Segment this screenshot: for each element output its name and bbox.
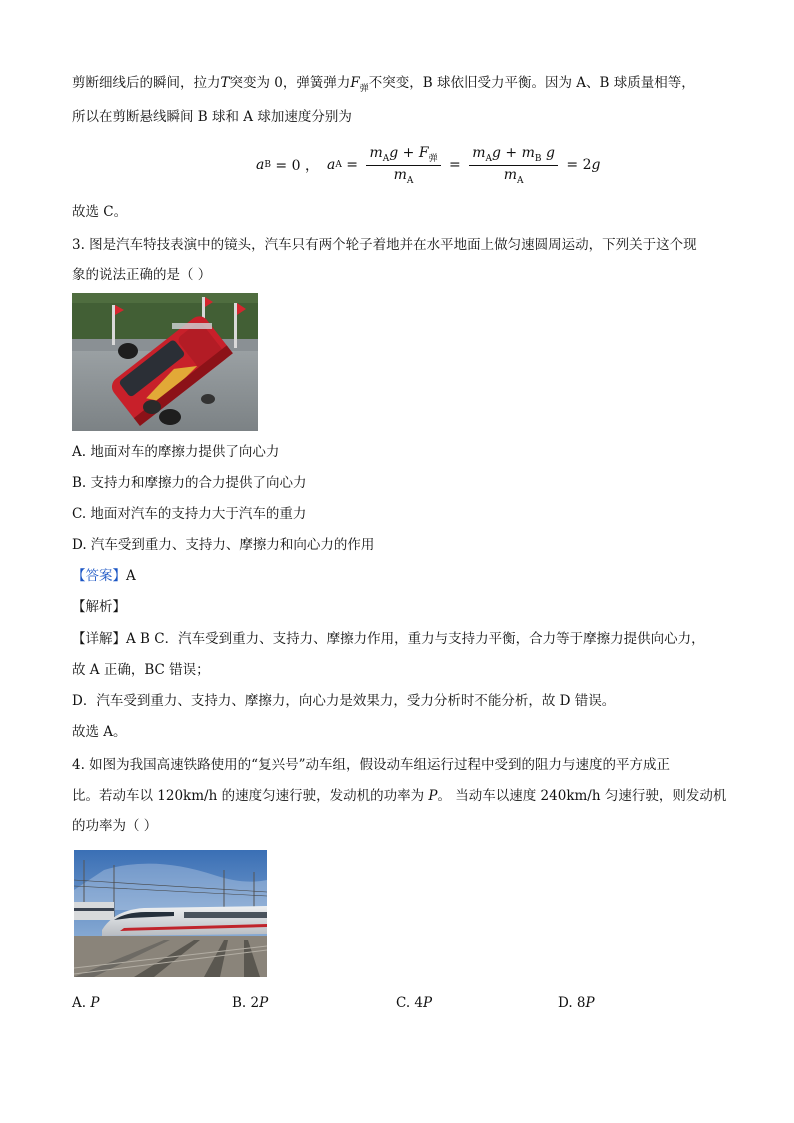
formula-result-eq: = 2 <box>561 157 592 173</box>
f1-den-sub: A <box>406 175 414 186</box>
f2-m-sub: A <box>485 153 493 164</box>
f1-g: g + <box>389 144 419 161</box>
q3-option-b: B. 支持力和摩擦力的合力提供了向心力 <box>72 475 307 491</box>
q4-option-a-label: A. <box>72 995 91 1011</box>
q3-analysis-label: 【解析】 <box>72 599 126 615</box>
answer-value: A <box>126 568 136 584</box>
high-speed-train-illustration <box>74 850 267 977</box>
f1-F-sub: 弹 <box>428 153 438 164</box>
formula-fraction-1 <box>366 145 440 186</box>
q4-option-c <box>396 993 432 1013</box>
q3-option-d: D. 汽车受到重力、支持力、摩擦力和向心力的作用 <box>72 537 375 553</box>
fraction-1-numerator <box>366 145 440 166</box>
q4-option-b-label: B. 2 <box>232 995 260 1011</box>
q3-stem-line-2: 象的说法正确的是（ ） <box>72 267 212 283</box>
q4-stem-line-3: 的功率为（ ） <box>72 818 158 834</box>
q4-stem-2b: 。 当动车以速度 240km/h 匀速行驶，则发动机 <box>437 788 727 804</box>
spring-force-subscript: 弹 <box>359 84 369 94</box>
train-photo <box>74 850 267 977</box>
q4-stem-line-2 <box>72 786 726 806</box>
q3-detail-line-2: 故 A 正确，BC 错误； <box>72 662 210 678</box>
q4-option-c-value: P <box>423 995 433 1011</box>
f2-den-sub: A <box>516 175 524 186</box>
q4-option-a-value: P <box>90 995 100 1011</box>
q4-option-c-label: C. 4 <box>396 995 424 1011</box>
intro-line-1 <box>72 73 695 99</box>
f1-den-m: m <box>393 166 407 183</box>
q4-stem-2a: 比。若动车以 120km/h 的速度匀速行驶，发动机的功率为 <box>72 788 429 804</box>
f1-F: F <box>418 144 429 161</box>
formula-aA: a <box>326 157 336 173</box>
tension-symbol: T <box>220 75 230 91</box>
q3-detail-line-1 <box>72 629 705 649</box>
f2-m2-sub: B <box>534 153 542 164</box>
q4-option-a <box>72 993 99 1013</box>
intro-text-c: 不突变，B 球依旧受力平衡。因为 A、B 球质量相等， <box>368 75 695 91</box>
f2-m2: m <box>521 144 535 161</box>
intro-text-b: 突变为 0，弹簧弹力 <box>229 75 351 91</box>
fraction-1-denominator <box>394 166 414 186</box>
f2-g: g <box>541 144 555 161</box>
q4-stem-line-1: 4. 如图为我国高速铁路使用的“复兴号”动车组，假设动车组运行过程中受到的阻力与速度的平方成正 <box>72 757 670 773</box>
f2-m: m <box>472 144 486 161</box>
conclusion-previous: 故选 C。 <box>72 204 128 220</box>
f2-mid: g + <box>492 144 522 161</box>
f2-den-m: m <box>503 166 517 183</box>
q4-option-d-value: P <box>585 995 595 1011</box>
q4-option-b-value: P <box>259 995 269 1011</box>
f1-m: m <box>369 144 383 161</box>
acceleration-formula <box>256 142 600 188</box>
q4-options-row <box>72 993 672 1013</box>
answer-label: 【答案】 <box>72 568 126 584</box>
formula-eq-2: = <box>444 157 466 173</box>
formula-aB: a <box>256 157 265 173</box>
power-symbol: P <box>428 788 438 804</box>
q3-option-c: C. 地面对汽车的支持力大于汽车的重力 <box>72 506 307 522</box>
formula-fraction-2 <box>469 145 558 186</box>
fraction-2-denominator <box>504 166 524 186</box>
q3-option-a: A. 地面对车的摩擦力提供了向心力 <box>72 444 280 460</box>
q4-option-d-label: D. 8 <box>558 995 586 1011</box>
spring-force-symbol: F <box>350 75 360 91</box>
formula-aB-rhs: = 0 ， <box>270 158 319 174</box>
q3-stem-line-1: 3. 图是汽车特技表演中的镜头，汽车只有两个轮子着地并在水平地面上做匀速圆周运动，下列关于这个现 <box>72 237 697 253</box>
q3-detail-line-3: D．汽车受到重力、支持力、摩擦力，向心力是效果力，受力分析时不能分析，故 D 错误。 <box>72 693 616 709</box>
car-stunt-illustration <box>72 293 258 431</box>
formula-aB-sub: B <box>264 160 271 170</box>
intro-line-2: 所以在剪断悬线瞬间 B 球和 A 球加速度分别为 <box>72 109 352 125</box>
formula-aA-sub: A <box>335 160 342 170</box>
q4-option-b <box>232 993 268 1013</box>
detail-text-1: A B C．汽车受到重力、支持力、摩擦力作用，重力与支持力平衡，合力等于摩擦力提供向心力， <box>126 631 705 647</box>
formula-eq-1: = <box>341 157 363 173</box>
f1-m-sub: A <box>382 153 390 164</box>
intro-text-a: 剪断细线后的瞬间，拉力 <box>72 75 221 91</box>
formula-result-g: g <box>591 157 601 173</box>
q4-option-d <box>558 993 595 1013</box>
q3-conclusion: 故选 A。 <box>72 724 127 740</box>
car-stunt-photo <box>72 293 258 431</box>
fraction-2-numerator <box>469 145 558 166</box>
detail-label: 【详解】 <box>72 631 126 647</box>
q3-answer <box>72 566 136 586</box>
